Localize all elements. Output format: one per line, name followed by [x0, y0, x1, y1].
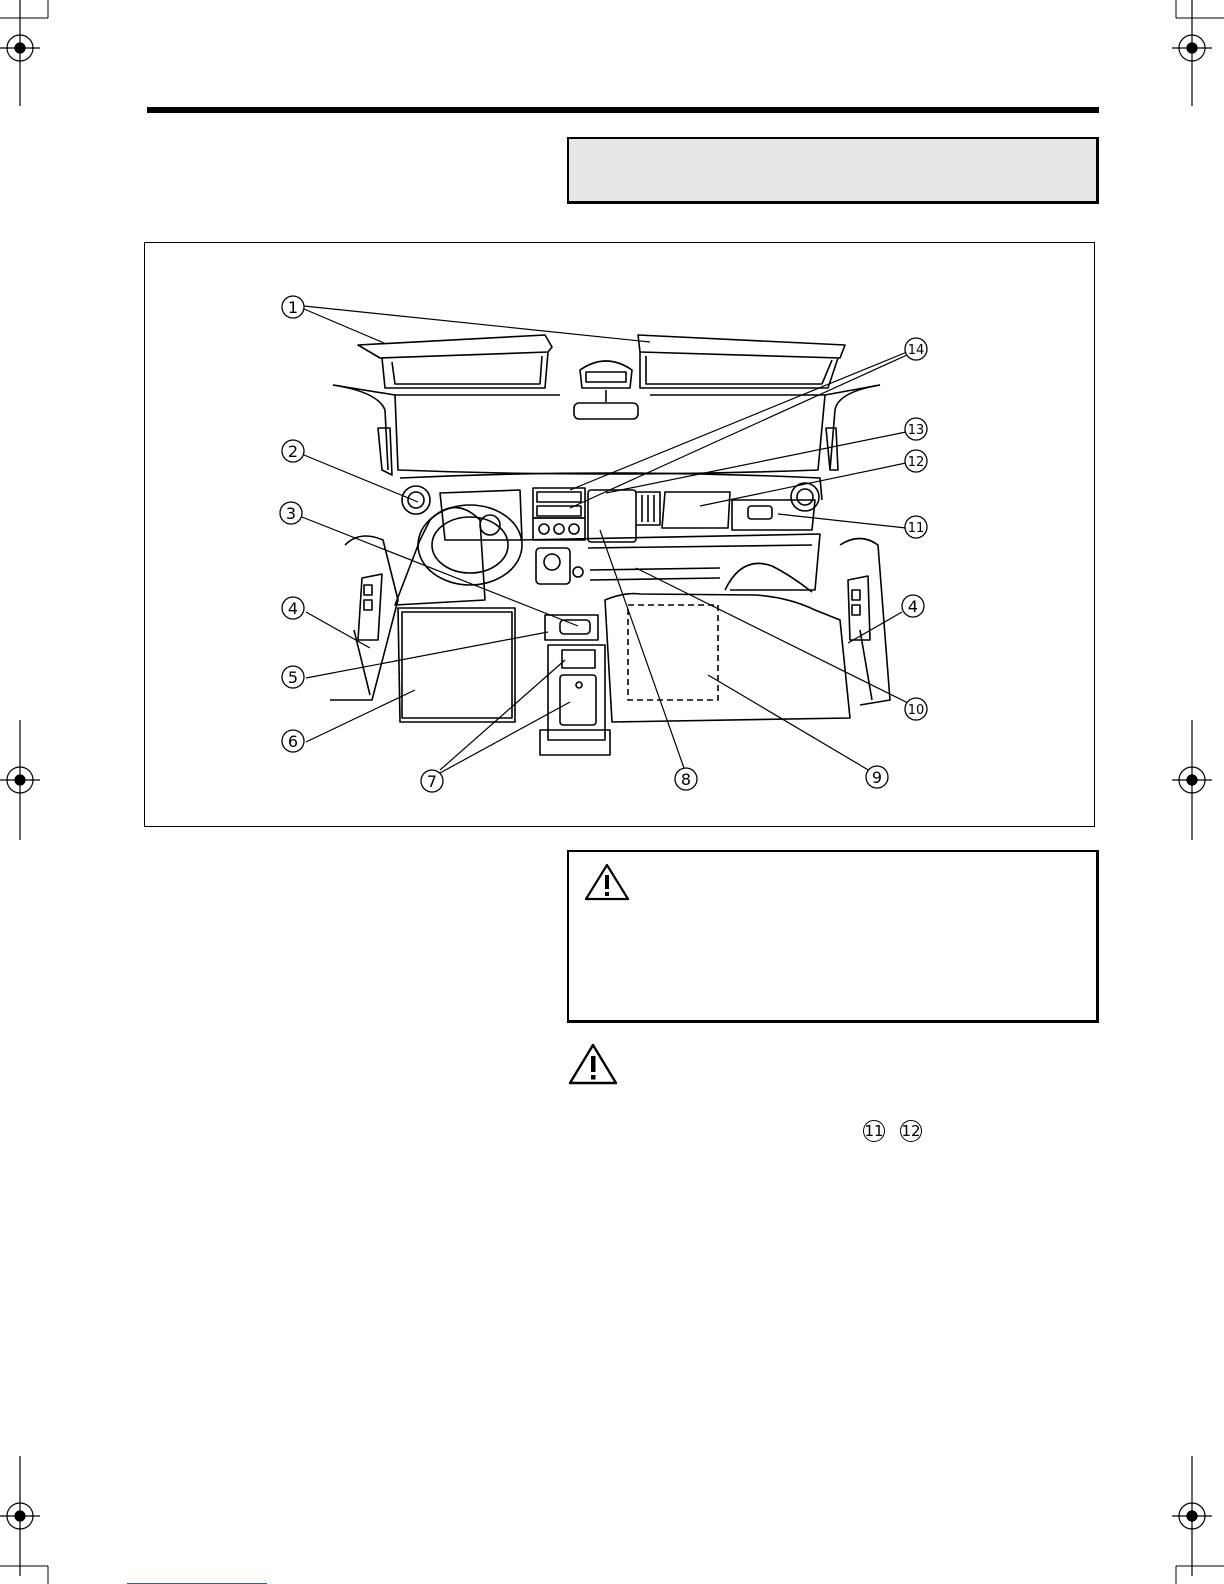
callout-4-right	[902, 595, 924, 617]
svg-text:6: 6	[287, 732, 299, 751]
svg-text:10: 10	[907, 703, 925, 718]
callout-6	[282, 730, 304, 752]
header-rule	[147, 107, 1099, 113]
callout-1	[282, 296, 304, 318]
svg-text:7: 7	[426, 772, 438, 791]
caution-triangle-icon	[568, 1043, 618, 1085]
svg-text:13: 13	[907, 423, 925, 438]
inline-ref-12: 12	[901, 1122, 921, 1140]
callout-8	[675, 768, 697, 790]
warning-box	[567, 850, 1099, 1023]
svg-text:9: 9	[871, 768, 883, 787]
svg-text:4: 4	[907, 597, 919, 616]
svg-text:2: 2	[287, 442, 299, 461]
callout-4-left	[282, 597, 304, 619]
warning-triangle-icon	[584, 863, 630, 901]
svg-text:12: 12	[907, 455, 925, 470]
callout-14	[905, 338, 927, 360]
svg-text:4: 4	[287, 599, 299, 618]
callout-7	[421, 770, 443, 792]
callout-3	[280, 502, 302, 524]
callout-12	[905, 450, 927, 472]
svg-text:8: 8	[680, 770, 692, 789]
svg-text:14: 14	[907, 343, 925, 358]
section-title-box	[567, 137, 1099, 204]
callout-5	[282, 666, 304, 688]
svg-text:11: 11	[907, 521, 925, 536]
callout-13	[905, 418, 927, 440]
callout-10	[905, 698, 927, 720]
svg-text:1: 1	[287, 298, 299, 317]
svg-text:3: 3	[285, 504, 297, 523]
callout-9	[866, 766, 888, 788]
inline-ref-11: 11	[864, 1122, 884, 1140]
callout-2	[282, 440, 304, 462]
callout-11	[905, 516, 927, 538]
svg-text:5: 5	[287, 668, 299, 687]
vehicle-interior-illustration	[145, 243, 1093, 825]
